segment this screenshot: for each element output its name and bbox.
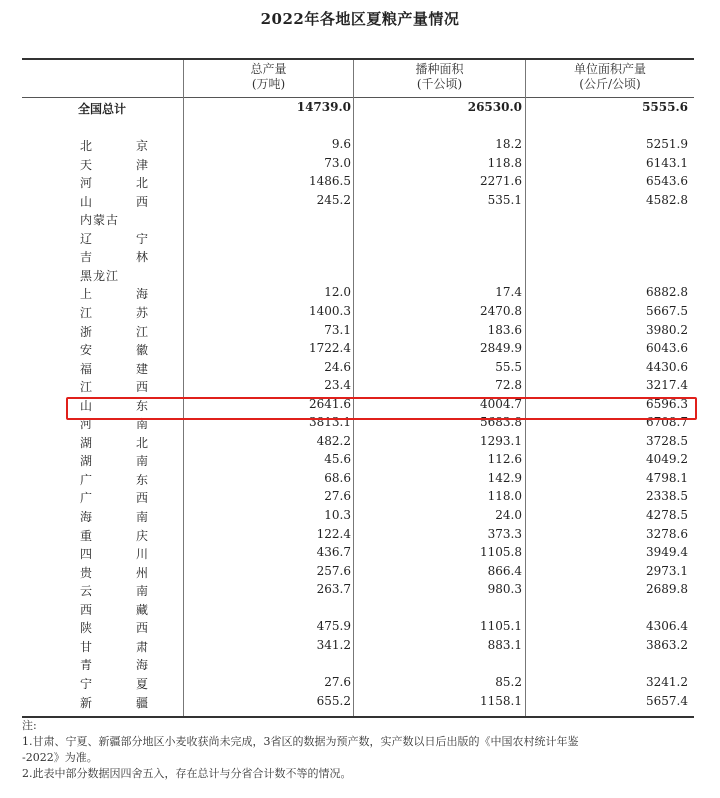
- province-name-part: 宁: [80, 677, 93, 691]
- table-title: 2022年各地区夏粮产量情况: [260, 10, 460, 28]
- province-name: [80, 694, 148, 711]
- province-name: [80, 211, 148, 228]
- area-cell: 1105.1: [480, 619, 522, 634]
- province-name: [80, 638, 148, 655]
- province-name-part: 林: [135, 250, 148, 265]
- output-cell: 436.7: [316, 545, 351, 560]
- table-row: [22, 230, 694, 249]
- area-cell: 2470.8: [480, 304, 522, 318]
- output-cell: 10.3: [324, 508, 351, 522]
- output-cell: 245.2: [316, 192, 351, 207]
- output-cell: 341.2: [316, 637, 351, 652]
- output-cell: 1400.3: [309, 304, 351, 318]
- province-name: [80, 304, 148, 321]
- province-name-part: 江: [135, 324, 148, 339]
- province-name: [80, 489, 148, 506]
- province-name-part: 京: [135, 139, 148, 153]
- highlight-box: [66, 397, 697, 420]
- yield-cell: 5251.9: [646, 137, 688, 151]
- output-cell: 27.6: [324, 675, 351, 689]
- province-name: [80, 248, 148, 265]
- table-row: [22, 156, 694, 175]
- output-cell: 1486.5: [309, 174, 351, 189]
- output-cell: 655.2: [316, 693, 351, 708]
- province-name: [80, 267, 148, 284]
- province-name-part: 南: [135, 584, 148, 599]
- province-name: [80, 471, 148, 488]
- area-cell: 2271.6: [480, 174, 522, 189]
- table-row: [22, 304, 694, 323]
- province-name: [80, 656, 148, 673]
- province-name-part: 山: [80, 194, 93, 209]
- table-row: [22, 545, 694, 564]
- province-name: [80, 675, 148, 692]
- province-name-part: 新: [80, 695, 93, 710]
- province-name: [80, 378, 148, 395]
- province-name-part: 南: [135, 510, 148, 524]
- province-name-part: 南: [135, 417, 148, 432]
- table-row: [22, 638, 694, 657]
- province-name: [80, 156, 148, 173]
- province-name-part: 西: [135, 380, 148, 395]
- province-name-part: 夏: [135, 677, 148, 691]
- province-name-part: 南: [135, 454, 148, 469]
- province-name-part: 云: [80, 584, 93, 599]
- province-name: [80, 508, 148, 525]
- yield-cell: 4430.6: [646, 359, 688, 374]
- area-cell: 883.1: [487, 637, 522, 652]
- province-name-part: 苏: [135, 306, 148, 320]
- province-name-part: 宁: [135, 231, 148, 246]
- province-name-part: 湖: [80, 435, 93, 450]
- province-name: [80, 323, 148, 340]
- total-row: [22, 100, 694, 119]
- yield-cell: 2973.1: [646, 563, 688, 578]
- province-name-part: 江: [80, 306, 93, 320]
- province-name-part: 疆: [135, 695, 148, 710]
- area-cell: 17.4: [495, 285, 522, 300]
- area-cell: 1105.8: [480, 545, 522, 560]
- total-label: 全国总计: [78, 102, 127, 116]
- table-row: [22, 434, 694, 453]
- note-2: 2.此表中部分数据因四舍五入，存在总计与分省合计数不等的情况。: [22, 767, 352, 780]
- yield-cell: 5667.5: [646, 304, 688, 318]
- header-sown-area: 播种面积 (千公顷): [415, 62, 464, 91]
- area-cell: 118.0: [487, 489, 522, 504]
- province-name: [80, 174, 148, 191]
- table-row: [22, 471, 694, 490]
- output-cell: 68.6: [324, 470, 351, 485]
- yield-cell: 3278.6: [646, 526, 688, 541]
- table-row: [22, 211, 694, 230]
- area-cell: 85.2: [495, 675, 522, 689]
- yield-cell: 6596.3: [646, 396, 688, 411]
- yield-cell: 4278.5: [646, 508, 688, 522]
- note-1: 1.甘肃、宁夏、新疆部分地区小麦收获尚未完成，3省区的数据为预产数，实产数以日后出版的《中国农村统计年鉴: [22, 735, 579, 748]
- province-name-part: 海: [80, 510, 93, 524]
- province-name-part: 辽: [80, 231, 93, 246]
- table-row: [22, 619, 694, 638]
- header-total-output: 总产量 (万吨): [250, 62, 287, 91]
- total-output: 14739.0: [296, 100, 351, 114]
- province-name-part: 北: [80, 139, 93, 153]
- area-cell: 183.6: [487, 322, 522, 337]
- output-cell: 24.6: [324, 359, 351, 374]
- output-cell: 73.0: [324, 155, 351, 170]
- province-name-part: 西: [80, 602, 93, 617]
- province-name-part: 庆: [135, 528, 148, 543]
- yield-cell: 6543.6: [646, 174, 688, 189]
- area-cell: 980.3: [487, 582, 522, 597]
- output-cell: 1722.4: [309, 341, 351, 356]
- province-name-part: 建: [135, 361, 148, 376]
- area-cell: 5683.8: [480, 415, 522, 430]
- province-name-part: 西: [135, 491, 148, 506]
- province-name: [80, 193, 148, 210]
- province-name: [80, 230, 148, 247]
- province-name-part: 津: [135, 157, 148, 172]
- province-name-part: 川: [135, 547, 148, 562]
- yield-cell: 6708.7: [646, 415, 688, 430]
- province-name-part: 西: [135, 194, 148, 209]
- total-yield: 5555.6: [642, 100, 688, 114]
- table-row: [22, 656, 694, 675]
- header-yield-per-area: 单位面积产量 (公斤/公顷): [573, 62, 646, 91]
- table-row: [22, 323, 694, 342]
- output-cell: 27.6: [324, 489, 351, 504]
- province-name-part: 陕: [80, 621, 93, 636]
- province-name-part: 海: [135, 658, 148, 673]
- province-name-part: 浙: [80, 324, 93, 339]
- province-name: [80, 285, 148, 302]
- yield-cell: 3980.2: [646, 322, 688, 337]
- province-name: [80, 360, 148, 377]
- yield-cell: 3217.4: [646, 378, 688, 393]
- province-name: [80, 341, 148, 358]
- area-cell: 1293.1: [480, 433, 522, 448]
- province-name-part: 安: [80, 343, 93, 358]
- province-name-part: 肃: [135, 639, 148, 654]
- table-row: [22, 267, 694, 286]
- yield-cell: 4049.2: [646, 452, 688, 467]
- yield-cell: 3241.2: [646, 675, 688, 689]
- yield-cell: 3949.4: [646, 545, 688, 560]
- area-cell: 72.8: [495, 378, 522, 393]
- area-cell: 4004.7: [480, 396, 522, 411]
- output-cell: 122.4: [316, 526, 351, 541]
- notes-label: 注:: [22, 719, 37, 732]
- table-row: [22, 489, 694, 508]
- top-rule: [22, 58, 694, 60]
- output-cell: 73.1: [324, 322, 351, 337]
- province-name-part: 河: [80, 176, 93, 191]
- province-name-part: 西: [135, 621, 148, 636]
- area-cell: 2849.9: [480, 341, 522, 356]
- province-name-part: 广: [80, 472, 93, 487]
- province-name: [80, 545, 148, 562]
- province-name-part: 北: [135, 176, 148, 191]
- table-row: [22, 248, 694, 267]
- province-name-part: 贵: [80, 565, 93, 580]
- area-cell: 1158.1: [480, 693, 522, 708]
- province-name: [80, 619, 148, 636]
- province-name-part: 东: [135, 472, 148, 487]
- output-cell: 12.0: [324, 285, 351, 300]
- area-cell: 18.2: [495, 137, 522, 151]
- yield-cell: 6043.6: [646, 341, 688, 356]
- yield-cell: 6143.1: [646, 155, 688, 170]
- province-name-part: 重: [80, 528, 93, 543]
- table-row: [22, 582, 694, 601]
- output-cell: 3813.1: [309, 415, 351, 430]
- output-cell: 2641.6: [309, 396, 351, 411]
- province-name-part: 天: [80, 157, 93, 172]
- yield-cell: 2338.5: [646, 489, 688, 504]
- yield-cell: 4306.4: [646, 619, 688, 634]
- province-name-part: 甘: [80, 639, 93, 654]
- province-name-part: 黑龙江: [80, 268, 120, 283]
- yield-cell: 3728.5: [646, 433, 688, 448]
- province-name: [80, 564, 148, 581]
- header-rule: [22, 97, 694, 98]
- table-row: [22, 508, 694, 527]
- yield-cell: 3863.2: [646, 637, 688, 652]
- table-row: [22, 601, 694, 620]
- province-name-part: 吉: [80, 250, 93, 265]
- yield-cell: 6882.8: [646, 285, 688, 300]
- province-name: [80, 601, 148, 618]
- area-cell: 112.6: [487, 452, 522, 467]
- province-name-part: 内蒙古: [80, 213, 120, 228]
- table-row: [22, 675, 694, 694]
- area-cell: 142.9: [487, 470, 522, 485]
- output-cell: 475.9: [316, 619, 351, 634]
- area-cell: 373.3: [487, 526, 522, 541]
- province-name-part: 广: [80, 491, 93, 506]
- area-cell: 118.8: [487, 155, 522, 170]
- province-name-part: 北: [135, 435, 148, 450]
- table-row: [22, 527, 694, 546]
- province-name: [80, 434, 148, 451]
- output-cell: 23.4: [324, 378, 351, 393]
- area-cell: 55.5: [495, 359, 522, 374]
- province-name-part: 福: [80, 361, 93, 376]
- province-name-part: 海: [135, 287, 148, 302]
- table-row: [22, 174, 694, 193]
- table-row: [22, 285, 694, 304]
- province-name-part: 州: [135, 565, 148, 580]
- province-name: [80, 582, 148, 599]
- province-name-part: 山: [80, 398, 93, 413]
- total-area: 26530.0: [467, 100, 522, 114]
- table-row: [22, 564, 694, 583]
- province-name: [80, 452, 148, 469]
- area-cell: 866.4: [487, 563, 522, 578]
- province-name: [80, 527, 148, 544]
- table-row: [22, 360, 694, 379]
- province-name-part: 上: [80, 287, 93, 302]
- table-row: [22, 341, 694, 360]
- province-name-part: 河: [80, 417, 93, 432]
- table-row: [22, 694, 694, 713]
- yield-cell: 4582.8: [646, 192, 688, 207]
- table-row: [22, 378, 694, 397]
- area-cell: 535.1: [487, 192, 522, 207]
- province-name-part: 徽: [135, 343, 148, 358]
- province-name-part: 四: [80, 547, 93, 562]
- table-row: [22, 193, 694, 212]
- yield-cell: 5657.4: [646, 693, 688, 708]
- province-name-part: 东: [135, 398, 148, 413]
- output-cell: 45.6: [324, 452, 351, 467]
- province-name-part: 藏: [135, 602, 148, 617]
- area-cell: 24.0: [495, 508, 522, 522]
- yield-cell: 4798.1: [646, 470, 688, 485]
- province-name-part: 青: [80, 658, 93, 673]
- output-cell: 263.7: [316, 582, 351, 597]
- yield-cell: 2689.8: [646, 582, 688, 597]
- output-cell: 257.6: [316, 563, 351, 578]
- province-name-part: 湖: [80, 454, 93, 469]
- table-row: [22, 137, 694, 156]
- note-1-cont: -2022》为准。: [22, 751, 98, 764]
- notes: [22, 718, 702, 782]
- province-name-part: 江: [80, 380, 93, 395]
- output-cell: 482.2: [316, 433, 351, 448]
- output-cell: 9.6: [331, 137, 351, 151]
- table-row: [22, 452, 694, 471]
- province-name: [80, 137, 148, 154]
